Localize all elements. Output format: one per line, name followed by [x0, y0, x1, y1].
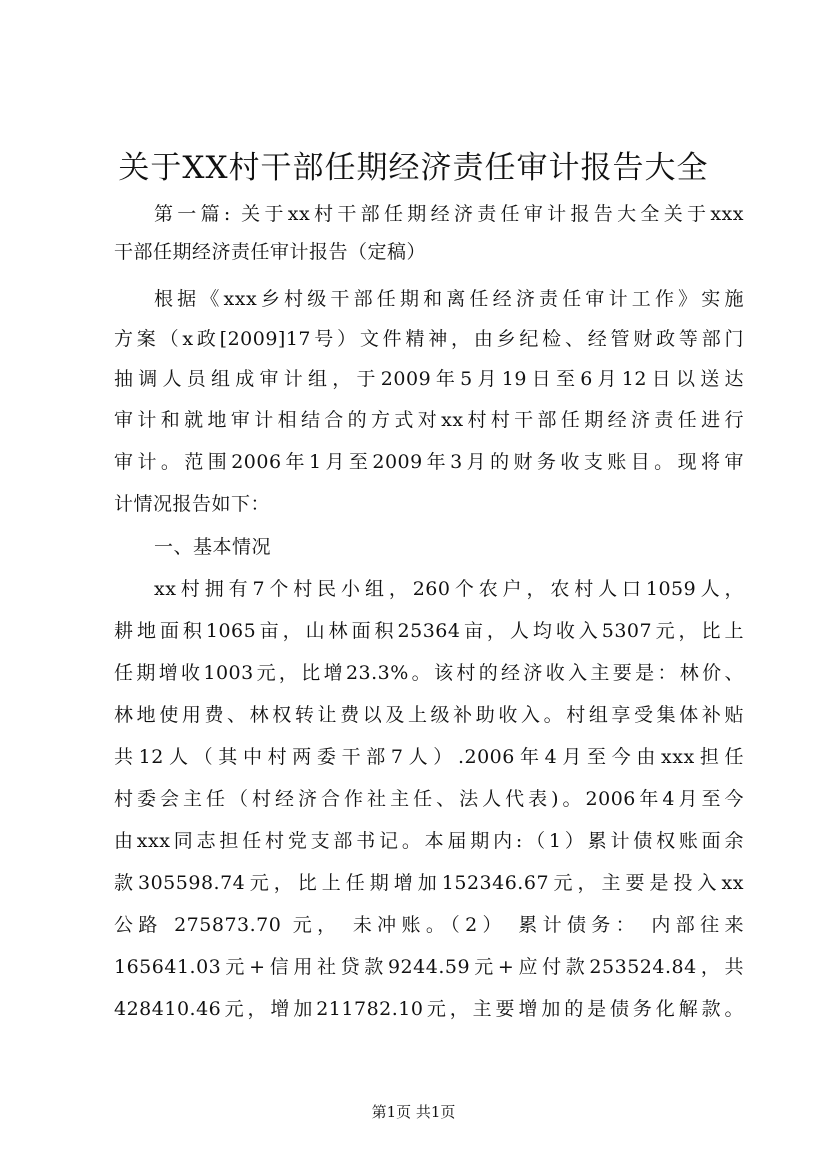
text-line: 村委会主任（村经济合作社主任、法人代表)。2006年4月至今	[114, 788, 744, 810]
text-line: 款305598.74元，比上任期增加152346.67元，主要是投入xx	[114, 872, 744, 894]
section-heading: 一、基本情况	[154, 536, 272, 558]
page-number: 第1页 共1页	[371, 1103, 456, 1121]
text-line: 165641.03元+信用社贷款9244.59元+应付款253524.84，共	[114, 956, 744, 978]
text-line: 共12人（其中村两委干部7人）.2006年4月至今由xxx担任	[114, 746, 744, 768]
text-line: 耕地面积1065亩，山林面积25364亩，人均收入5307元，比上	[114, 620, 744, 642]
document-title: 关于XX村干部任期经济责任审计报告大全	[118, 150, 709, 186]
text-line: 任期增收1003元，比增23.3%。该村的经济收入主要是：林价、	[114, 662, 744, 684]
text-line: 林地使用费、林权转让费以及上级补助收入。村组享受集体补贴	[114, 704, 744, 726]
text-line: 干部任期经济责任审计报告（定稿）	[114, 241, 427, 263]
text-line: 第一篇: 关于xx村干部任期经济责任审计报告大全关于xxx	[154, 203, 744, 225]
text-line: 公路 275873.70 元， 未冲账。（2） 累计债务： 内部往来	[114, 914, 744, 936]
text-line: 428410.46元，增加211782.10元，主要增加的是债务化解款。	[114, 998, 744, 1020]
text-line: 方案（x政[2009]17号）文件精神，由乡纪检、经管财政等部门	[114, 328, 744, 350]
text-line: 由xxx同志担任村党支部书记。本届期内:（1）累计债权账面余	[114, 830, 744, 852]
text-line: 审计和就地审计相结合的方式对xx村村干部任期经济责任进行	[114, 409, 744, 431]
text-line: 审计。范围2006年1月至2009年3月的财务收支账目。现将审	[114, 451, 744, 473]
text-line: 根据《xxx乡村级干部任期和离任经济责任审计工作》实施	[154, 288, 744, 310]
text-line: 计情况报告如下：	[114, 493, 271, 515]
text-line: 抽调人员组成审计组，于2009年5月19日至6月12日以送达	[114, 368, 744, 390]
text-line: xx村拥有7个村民小组，260个农户，农村人口1059人，	[154, 578, 744, 600]
